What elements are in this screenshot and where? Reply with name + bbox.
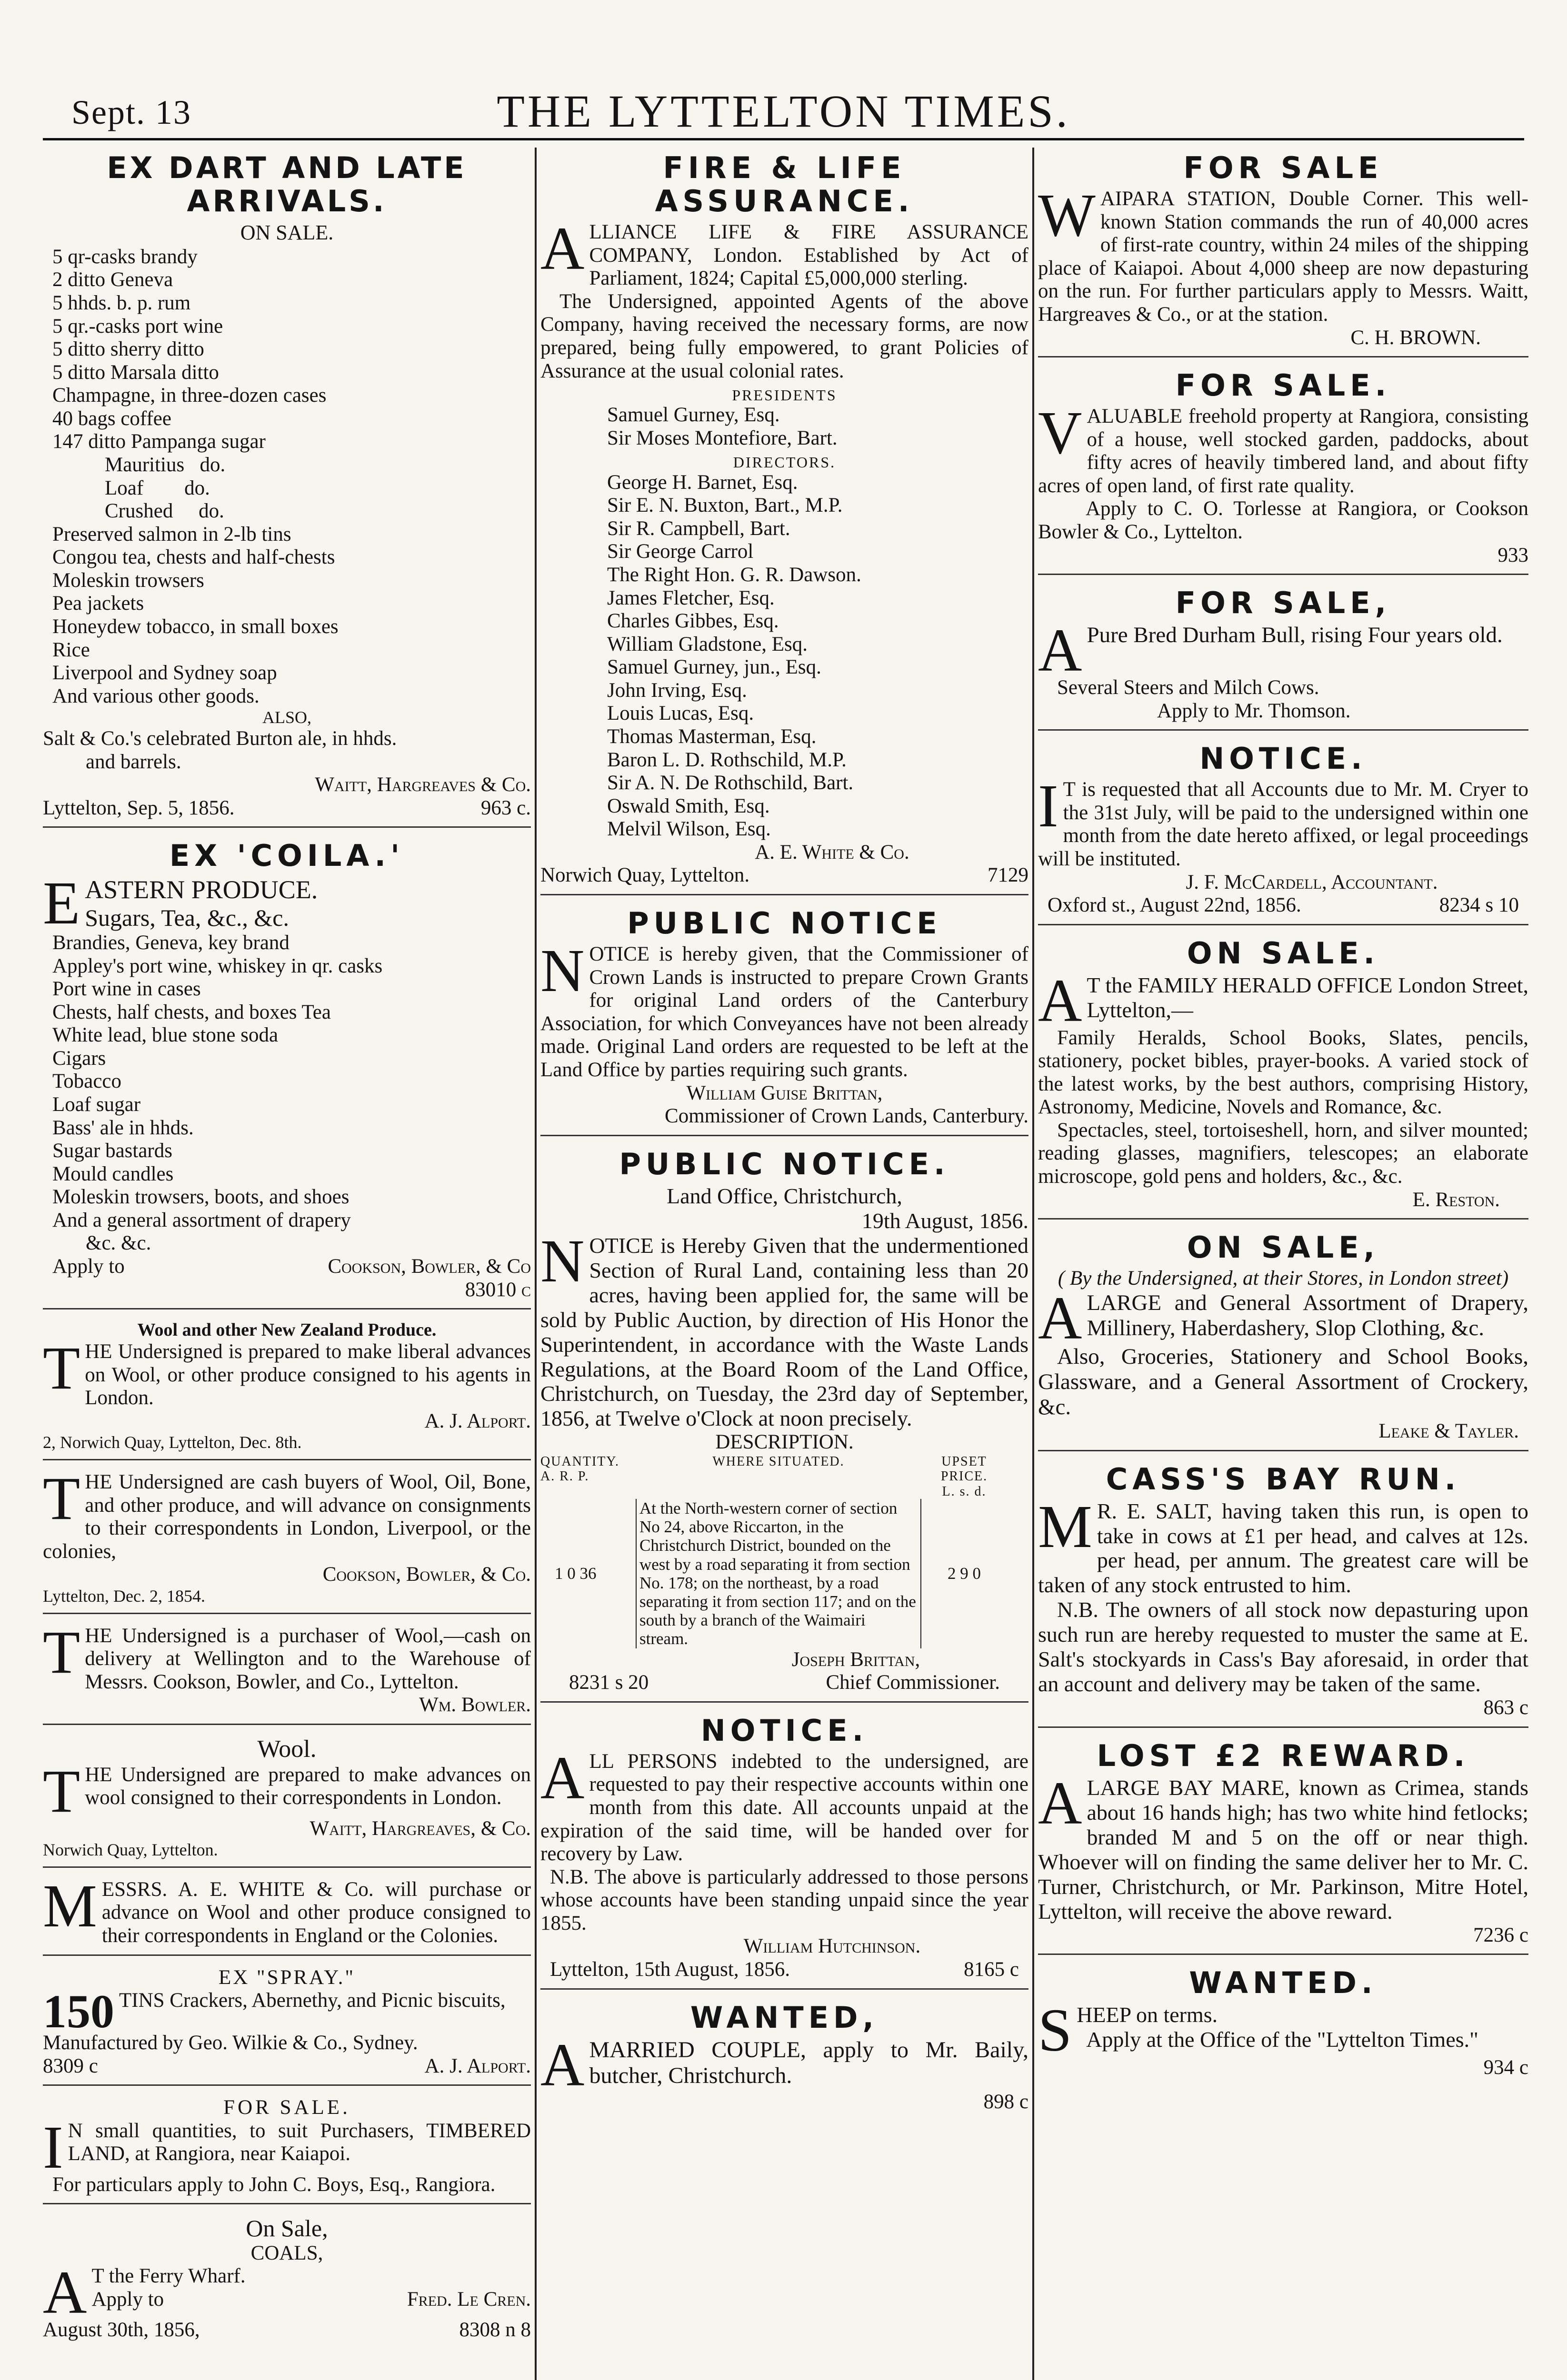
ad-heading: LOST £2 REWARD. [1097,1738,1470,1773]
ad-body: Family Heralds, School Books, Slates, pencils, stationery, pocket bibles, prayer-books. A varied stock of the latest works, by the best authors, comprising History, Astronomy, Medicine, Novels and Romance, &c. [1038,1026,1528,1119]
column-3 [1038,148,1528,2380]
item-list [43,246,531,708]
signature-title: Commissioner of Crown Lands, Canterbury. [665,1105,1028,1128]
masthead [0,0,1567,143]
column-2 [540,148,1028,2380]
ad-heading: NOTICE. [1199,741,1367,776]
ad-body: Also, Groceries, Stationery and School Books, Glassware, and a General Assortment of Crockery, &c. [1038,1344,1528,1419]
list-item: 5 qr-casks brandy [52,245,198,268]
ad-body: N.B. The owners of all stock now depasturing upon such run are hereby requested to muster the same at E. Salt's stockyards in Cass's Bay aforesaid, in order that an account and delivery may be taken of the same. [1038,1597,1528,1696]
list-item: George H. Barnet, Esq. [607,471,798,494]
ad-body: T is requested that all Accounts due to Mr. M. Cryer to the 31st July, will be paid to the undersigned within one month from the date hereto affixed, or legal proceedings will be instituted. [1038,778,1528,870]
ad-body: LARGE BAY MARE, known as Crimea, stands about 16 hands high; has two white hind fetlocks; branded M and 5 on the off or near thigh. Whoever will on finding the same deliver her to Mr. C. Turner, Christchurch, or Mr. Parkinson, Mitre Hotel, Lyttelton, will receive the above reward. [1038,1775,1528,1924]
table-header [540,1454,636,1499]
apply-line [43,1255,531,1279]
list-item: Tobacco [52,1070,122,1093]
list-item: William Gladstone, Esq. [607,633,808,655]
drop-cap: A [540,215,585,283]
ad-heading: EX "SPRAY." [218,1966,356,1989]
signature: Cookson, Bowler, & Co. [322,1563,531,1586]
ad-heading: FIRE & LIFE ASSURANCE. [655,150,914,219]
ad-heading: WANTED. [1189,1965,1377,2001]
header-rule [43,138,1524,140]
ad-heading: PUBLIC NOTICE [627,906,942,941]
place-date: 2, Norwich Quay, Lyttelton, Dec. 8th. [43,1433,302,1452]
list-item: The Right Hon. G. R. Dawson. [607,563,861,586]
ad-number: 8231 s 20 [569,1671,649,1694]
drop-cap: A [1038,1284,1082,1352]
ad-heading: EX DART AND LATE ARRIVALS. [107,150,467,219]
ad-ex-coila [43,835,531,1309]
place-date: Lyttelton, Sep. 5, 1856. [43,796,235,819]
newspaper-title: THE LYTTELTON TIMES. [497,86,1070,137]
list-item: Port wine in cases [52,978,201,1001]
ad-subheading: ( By the Undersigned, at their Stores, in London street) [1058,1267,1509,1290]
signature: Fred. Le Cren. [407,2288,531,2311]
ad-body: N.B. The above is particularly addressed to those persons whose accounts have been standing unpaid since the year 1855. [540,1865,1028,1934]
drop-cap: T [43,1465,80,1533]
list-item: Honeydew tobacco, in small boxes [52,615,339,638]
ad-heading: WANTED, [690,2000,879,2035]
ad-heading: ON SALE, [1187,1230,1380,1265]
dateline [43,2319,531,2342]
ad-number: 934 c [1483,2056,1528,2079]
drop-cap: M [43,1872,97,1940]
ad-body: MARRIED COUPLE, apply to Mr. Baily, butcher, Christchurch. [589,2037,1028,2088]
ad-number: 898 c [983,2091,1028,2113]
column-header: QUANTITY. [540,1454,620,1469]
column-header: A. R. P. [540,1469,589,1484]
signature: Cookson, Bowler, & Co [328,1255,531,1278]
ale-line: Salt & Co.'s celebrated Burton ale, in hhds. [43,727,397,750]
ad-number: 83010 c [465,1278,531,1301]
column-divider [1032,148,1034,2380]
ad-body: Apply to C. O. Torlesse at Rangiora, or Cookson Bowler & Co., Lyttelton. [1038,497,1528,544]
ad-number: 8309 c [43,2054,98,2077]
list-item: 5 ditto Marsala ditto [52,361,219,384]
ad-lost-reward [1038,1735,1528,1955]
signature: William Guise Brittan, [686,1081,883,1104]
ad-body: R. E. SALT, having taken this run, is open to take in cows at £1 per head, and calves at 12s. per head, per annum. The greatest care will be taken of any stock entrusted to him. [1038,1498,1528,1597]
ad-leake-tayler [1038,1227,1528,1451]
list-item: Mauritius do. [105,454,226,476]
ad-family-herald [1038,933,1528,1220]
list-item: John Irving, Esq. [607,679,747,702]
ad-body: ESSRS. A. E. WHITE & Co. will purchase or advance on Wool and other produce consigned to their correspondents in England or the Colonies. [101,1878,531,1947]
dateline [540,1958,1028,1982]
ad-public-notice-crown-grants [540,903,1028,1136]
ad-body: LLIANCE LIFE & FIRE ASSURANCE COMPANY, London. Established by Act of Parliament, 1824; Capital £5,000,000 sterling. [589,221,1028,290]
ad-timbered-land [43,2093,531,2204]
signature: A. J. Alport. [424,2054,531,2077]
place-date: Oxford st., August 22nd, 1856. [1048,894,1301,917]
place-date: Norwich Quay, Lyttelton. [43,1840,218,1860]
directors-list [540,471,1028,841]
list-item: 147 ditto Pampanga sugar [52,430,266,453]
ad-body: HE Undersigned is prepared to make liberal advances on Wool, or other produce consigned to his agents in London. [85,1340,531,1409]
ad-wanted-couple [540,1997,1028,2121]
ad-body: HEEP on terms. [1077,2003,1218,2027]
drop-cap: M [1038,1492,1092,1560]
list-item: Appley's port wine, whiskey in qr. casks [52,954,383,977]
ad-heading: NOTICE. [700,1713,868,1748]
ad-number: 7129 [988,864,1028,887]
auction-table [540,1454,1028,1648]
table-header [921,1454,1007,1499]
directors-label: DIRECTORS. [733,454,836,471]
ad-line: Several Steers and Milch Cows. [1057,676,1319,699]
list-item: Brandies, Geneva, key brand [52,931,289,954]
ad-durham-bull [1038,583,1528,731]
drop-cap: I [43,2113,63,2181]
dateline [43,797,531,820]
ad-number: 963 c. [480,796,531,819]
drop-cap: E [43,869,80,937]
list-item: &c. &c. [86,1232,151,1255]
signature: Wm. Bowler. [419,1694,531,1716]
list-item: And various other goods. [52,684,260,707]
list-item: 2 ditto Geneva [52,268,173,291]
table-cell: At the North-western corner of section No 24, above Riccarton, in the Christchurch District, bounded on the west by a road separating it from section No. 178; on the northeast, by a road separating it from section 117; and on the south by a branch of the Waimairi stream. [636,1499,921,1648]
issue-date: Sept. 13 [71,93,192,131]
list-item: James Fletcher, Esq. [607,586,775,609]
ad-number: 8165 c [964,1958,1019,1981]
list-item: Cigars [52,1047,106,1070]
column-header: L. s. d. [942,1484,987,1499]
ad-body: AIPARA STATION, Double Corner. This well-known Station commands the run of 40,000 acres of first-rate country, within 24 miles of the shipping place of Kaiapoi. About 4,000 sheep are now depasturing on the run. For further particulars apply to Messrs. Waitt, Hargreaves & Co., or at the station. [1038,188,1528,326]
list-item: Sir A. N. De Rothschild, Bart. [607,772,854,794]
ad-ex-dart [43,148,531,828]
signature: William Hutchinson. [743,1935,921,1958]
ad-coals [43,2212,531,2348]
dateline [43,2055,531,2078]
ad-body: HE Undersigned are cash buyers of Wool, Oil, Bone, and other produce, and will advance on consignments to their correspondents in London, Liverpool, or the colonies, [43,1471,531,1563]
place-date: Lyttelton, Dec. 2, 1854. [43,1586,205,1606]
drop-cap: N [540,937,585,1005]
dateline [1038,894,1528,917]
drop-cap: S [1038,1996,1072,2064]
list-item: Sir R. Campbell, Bart. [607,517,790,540]
list-item: Moleskin trowsers, boots, and shoes [52,1186,349,1209]
signature: Waitt, Hargreaves, & Co. [309,1817,531,1840]
ad-notice-accounts [540,1710,1028,1990]
ad-number: 863 c [1483,1696,1528,1719]
ad-waipara-station [1038,148,1528,357]
ad-heading: PUBLIC NOTICE. [619,1146,950,1181]
ad-body: ALUABLE freehold property at Rangiora, consisting of a house, well stocked garden, paddocks, about fifty acres of heavily timbered land, and about fifty acres of open land, of first rate quality. [1038,405,1528,497]
description-label: DESCRIPTION. [715,1431,854,1454]
place: Land Office, Christchurch, [667,1183,902,1208]
list-item: Preserved salmon in 2-lb tins [52,523,291,545]
list-item: Samuel Gurney, jun., Esq. [607,656,821,679]
ad-subheading: COALS, [250,2241,323,2264]
list-item: 5 ditto sherry ditto [52,338,204,361]
list-item: Charles Gibbes, Esq. [607,610,779,633]
signature: C. H. BROWN. [1350,326,1481,349]
ad-body: HE Undersigned are prepared to make advances on wool consigned to their correspondents in London. [85,1763,531,1809]
list-item: 5 qr.-casks port wine [52,315,223,337]
item-list [43,932,531,1255]
table-cell: 1 0 36 [555,1564,597,1583]
signature: A. J. Alport. [424,1409,531,1432]
ad-heading: CASS'S BAY RUN. [1106,1461,1461,1497]
ad-number: 933 [1497,544,1528,566]
drop-cap: 150 [43,1985,114,2038]
list-item: 40 bags coffee [52,407,171,430]
apply-label: Apply to [91,2288,164,2311]
drop-cap: V [1038,399,1082,467]
ad-body: LL PERSONS indebted to the undersigned, are requested to pay their respective accounts within one month from this date. All accounts unpaid at the expiration of the said time, will be handed over for recovery by Law. [540,1750,1028,1865]
list-item: Champagne, in three-dozen cases [52,384,327,407]
place-date: Lyttelton, 15th August, 1856. [550,1958,790,1981]
dateline [540,1671,1028,1695]
ad-body: OTICE is hereby given, that the Commissioner of Crown Lands is instructed to prepare Crown Grants for original Land orders of the Canterbury Association, for which Conveyances have not been already made. Original Land orders are requested to be left at the Land Office by parties requiring such grants. [540,943,1028,1081]
ad-body: T the FAMILY HERALD OFFICE London Street, Lyttelton,— [1087,972,1528,1022]
signature: Joseph Brittan, [791,1648,920,1671]
list-item: Thomas Masterman, Esq. [607,725,817,748]
list-item: Rice [52,638,90,661]
presidents-list [540,404,1028,450]
ad-rangiora-property [1038,365,1528,575]
list-item: Oswald Smith, Esq. [607,794,770,817]
ad-heading: FOR SALE [1183,150,1383,185]
column-header: WHERE SITUATED. [712,1454,845,1469]
list-item: Pea jackets [52,592,144,615]
ad-heading: FOR SALE. [1175,368,1391,403]
list-item: Loaf sugar [52,1093,141,1116]
signature: A. E. White & Co. [755,841,909,863]
ad-wool-alport [43,1317,531,1460]
ad-body: For particulars apply to John C. Boys, Esq., Rangiora. [52,2173,496,2196]
barrels-line: and barrels. [86,750,181,773]
list-item: And a general assortment of drapery [52,1209,351,1231]
list-item: White lead, blue stone soda [52,1024,279,1047]
list-item: 5 hhds. b. p. rum [52,291,191,314]
place-date: Norwich Quay, Lyttelton. [540,864,750,887]
list-item: Samuel Gurney, Esq. [607,404,780,426]
ad-body: LARGE and General Assortment of Drapery, Millinery, Haberdashery, Slop Clothing, &c. [1087,1290,1528,1340]
list-item: Sir E. N. Buxton, Bart., M.P. [607,494,843,517]
ad-wool-waitt [43,1733,531,1868]
ad-heading: FOR SALE. [223,2096,350,2119]
ad-white-wool [43,1872,531,1956]
list-item: Sir Moses Montefiore, Bart. [607,426,838,449]
signature: Waitt, Hargreaves & Co. [315,774,531,796]
ad-number: 8308 n 8 [459,2319,531,2341]
ad-line: Sugars, Tea, &c., &c. [85,904,289,932]
ad-cass-bay-run [1038,1459,1528,1728]
ad-heading: Wool. [257,1735,317,1763]
signature: J. F. McCardell, Accountant. [1186,871,1438,893]
ad-heading: On Sale, [246,2215,328,2242]
ad-body: OTICE is Hereby Given that the undermentioned Section of Rural Land, containing less than 20 acres, having been applied for, the same will be sold by Public Auction, by direction of His Honor the Superintendent, in accordance with the Waste Lands Regulations, at the Board Room of the Land Office, Christchurch, on Tuesday, the 23rd day of September, 1856, at Twelve o'Clock at noon precisely. [540,1233,1028,1431]
ad-line: ASTERN PRODUCE. [85,875,318,904]
ad-number: 8234 s 10 [1439,894,1519,917]
ad-ex-spray [43,1964,531,2086]
ad-wool-cookson [43,1465,531,1614]
drop-cap: A [540,2031,585,2099]
ad-public-notice-auction [540,1144,1028,1703]
drop-cap: A [43,2259,87,2327]
column-header: UPSET PRICE. [940,1454,988,1484]
ad-body: N small quantities, to suit Purchasers, TIMBERED LAND, at Rangiora, near Kaiapoi. [68,2119,531,2165]
list-item: Moleskin trowsers [52,569,204,592]
ad-heading: Wool and other New Zealand Produce. [137,1320,437,1340]
list-item: Bass' ale in hhds. [52,1116,194,1139]
ad-heading: FOR SALE, [1175,585,1391,621]
drop-cap: A [1038,1769,1082,1837]
ad-body: The Undersigned, appointed Agents of the above Company, having received the necessary forms, are now prepared, being fully empowered, to grant Policies of Assurance at the usual colonial rates. [540,290,1028,382]
ad-heading: EX 'COILA.' [169,838,405,873]
signature: Leake & Tayler. [1378,1419,1519,1442]
place-date: August 30th, 1856, [43,2319,200,2341]
drop-cap: A [1038,616,1082,684]
list-item: Mould candles [52,1162,174,1185]
drop-cap: I [1038,772,1058,840]
date: 19th August, 1856. [861,1208,1028,1233]
drop-cap: T [43,1618,80,1686]
table-cell: 2 9 0 [948,1564,981,1583]
ad-body: TINS Crackers, Abernethy, and Picnic biscuits, [119,1989,506,2012]
list-item: Chests, half chests, and boxes Tea [52,1001,331,1023]
apply-label: Apply to [52,1255,125,1278]
ad-body: Spectacles, steel, tortoiseshell, horn, and silver mounted; reading glasses, magnifiers, telescopes; an elaborate microscope, gold pens and holders, &c., &c. [1038,1119,1528,1188]
ad-heading: ON SALE. [1187,935,1380,971]
list-item: Sugar bastards [52,1140,172,1162]
ad-body: HE Undersigned is a purchaser of Wool,—cash on delivery at Wellington and to the Warehouse of Messrs. Cookson, Bowler, and Co., Lyttelton. [85,1624,531,1693]
ad-notice-cryer [1038,738,1528,925]
list-item: Melvil Wilson, Esq. [607,818,771,841]
ad-subheading: ON SALE. [240,221,334,245]
ad-body: Pure Bred Durham Bull, rising Four years old. [1087,623,1503,648]
ad-wanted-sheep [1038,1963,1528,2086]
presidents-label: PRESIDENTS [732,387,837,404]
drop-cap: N [540,1227,585,1295]
signature: E. Reston. [1412,1188,1500,1211]
drop-cap: A [540,1744,585,1812]
list-item: Baron L. D. Rothschild, M.P. [607,748,847,771]
ad-number: 7236 c [1473,1924,1528,1946]
drop-cap: T [43,1334,80,1402]
apply-line [91,2288,531,2311]
ad-fire-life-assurance [540,148,1028,895]
maker-line: Manufactured by Geo. Wilkie & Co., Sydney. [43,2032,418,2054]
drop-cap: W [1038,181,1096,249]
signature-title: Chief Commissioner. [826,1671,1000,1694]
list-item: Congou tea, chests and half-chests [52,546,335,569]
drop-cap: T [43,1757,80,1825]
ad-body: Apply at the Office of the "Lyttelton Times." [1086,2027,1478,2052]
list-item: Sir George Carrol [607,540,754,563]
ad-line: Apply to Mr. Thomson. [1157,699,1351,722]
ad-line: T the Ferry Wharf. [91,2265,246,2288]
also-label: ALSO, [262,708,311,727]
drop-cap: A [1038,966,1082,1034]
column-divider [535,148,537,2380]
list-item: Liverpool and Sydney soap [52,662,277,684]
list-item: Loaf do. [105,476,210,499]
list-item: Crushed do. [105,500,224,523]
list-item: Louis Lucas, Esq. [607,702,754,725]
column-1 [43,148,531,2380]
ad-wool-bowler [43,1618,531,1725]
dateline [540,864,1028,887]
